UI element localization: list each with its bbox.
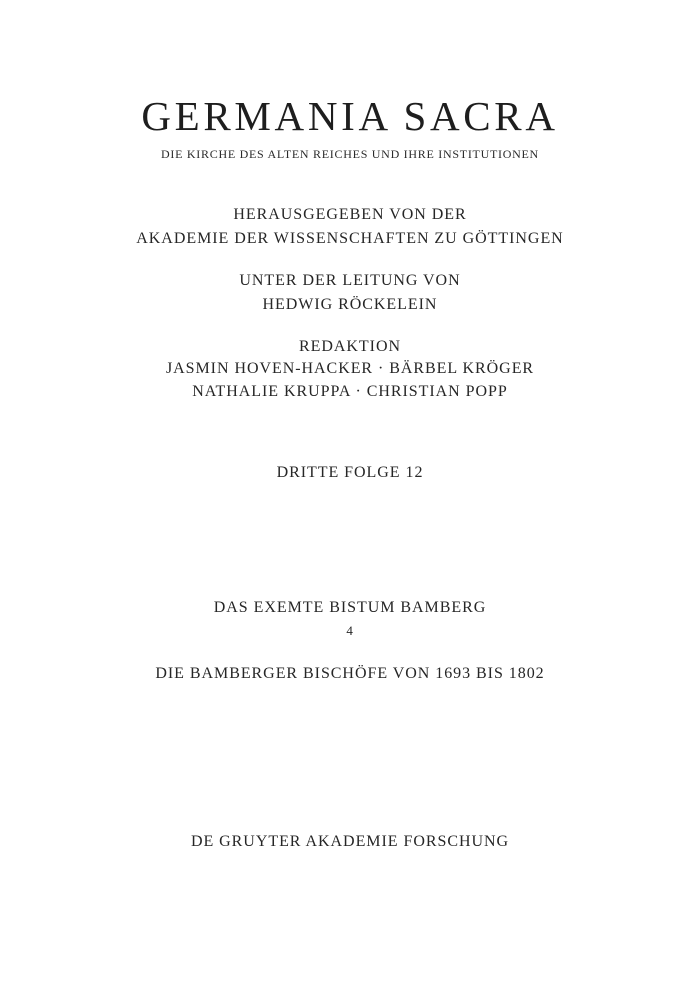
- volume-title: DIE BAMBERGER BISCHÖFE VON 1693 BIS 1802: [155, 665, 545, 682]
- direction-line-1: UNTER DER LEITUNG VON: [239, 272, 461, 289]
- series-subtitle: DIE KIRCHE DES ALTEN REICHES UND IHRE INSTITUTIONEN: [161, 147, 539, 161]
- part-number: 4: [346, 623, 354, 638]
- series-number: DRITTE FOLGE 12: [276, 464, 424, 481]
- editorial-heading: REDAKTION: [299, 338, 401, 355]
- direction-line-2: HEDWIG RÖCKELEIN: [262, 296, 438, 313]
- publisher-line-2: AKADEMIE DER WISSENSCHAFTEN ZU GÖTTINGEN: [136, 230, 564, 247]
- publisher-line-1: HERAUSGEGEBEN VON DER: [233, 206, 467, 223]
- editorial-line-1: JASMIN HOVEN-HACKER · BÄRBEL KRÖGER: [165, 360, 535, 377]
- imprint: DE GRUYTER AKADEMIE FORSCHUNG: [190, 833, 510, 850]
- series-title: GERMANIA SACRA: [141, 93, 559, 139]
- diocese-title: DAS EXEMTE BISTUM BAMBERG: [213, 599, 487, 616]
- editorial-line-2: NATHALIE KRUPPA · CHRISTIAN POPP: [192, 383, 508, 400]
